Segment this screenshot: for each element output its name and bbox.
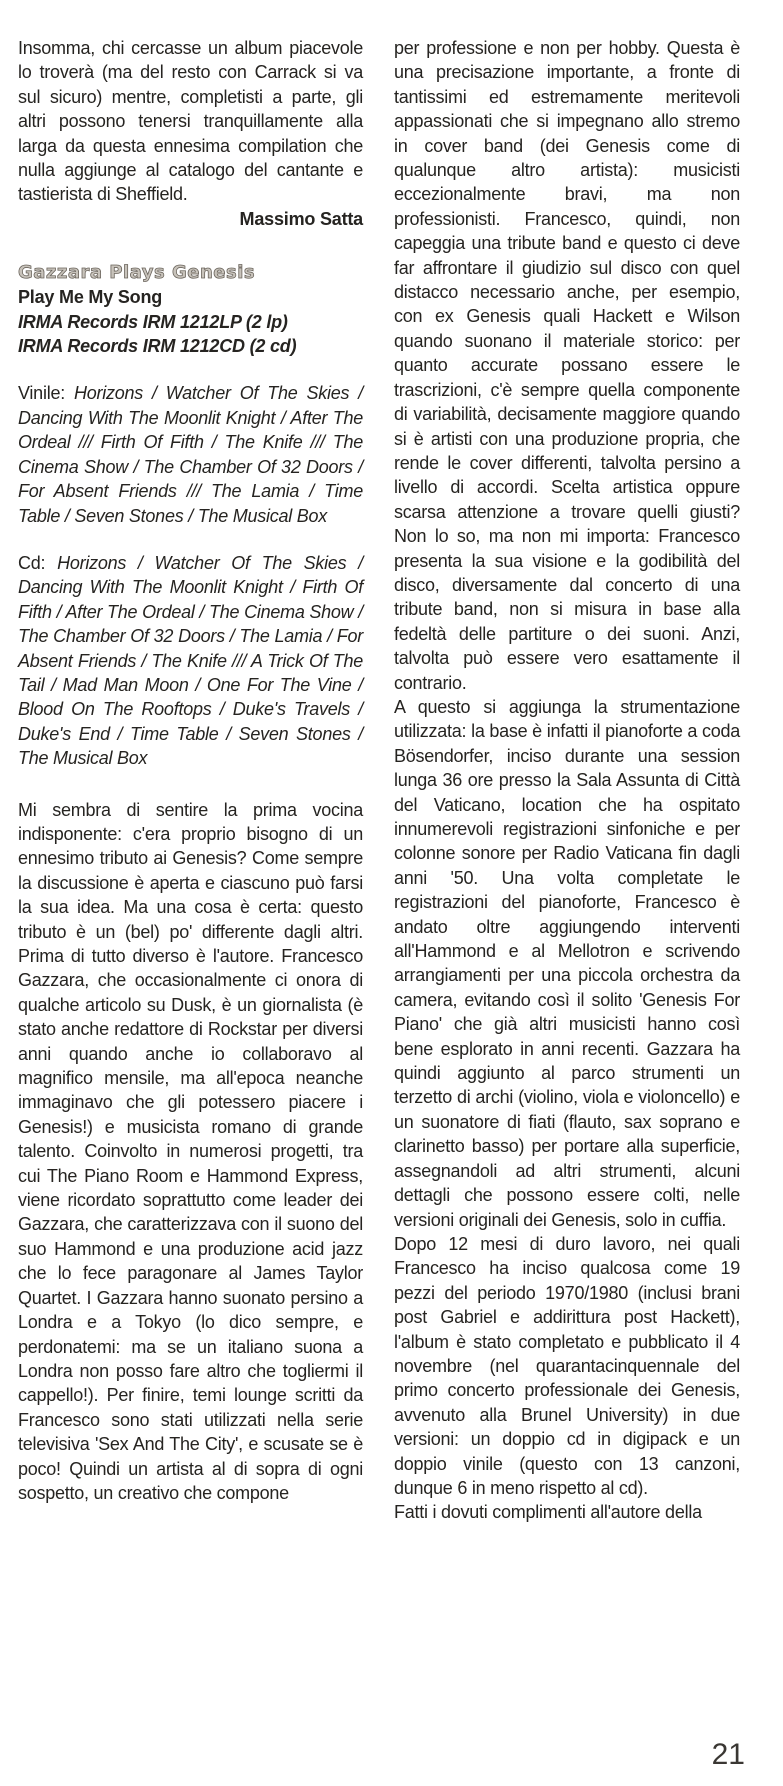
review-author-signature: Massimo Satta [239,208,363,229]
review-body-left: Mi sembra di sentire la prima vocina indisponente: c'era proprio bisogno di un ennesimo tributo ai Genesis? Come sempre la discussione è aperta e ciascuno può farsi la sua idea. Ma una cosa è certa: questo tributo è un (bel) po' differente dagli altri. Prima di tutto diverso è l'autore. Francesco Gazzara, che occasionalmente ci onora di qualche articolo su Dusk, è un giornalista (è stato anche redattore di Rockstar per diversi anni quando anche io collaboravo al magnifico mensile, ma all'epoca neanche immaginavo che gli potessero piacere i Genesis!) e musicista romano di grande talento. Coinvolto in numerosi progetti, tra cui The Piano Room e Hammond Express, viene ricordato soprattutto come leader dei Gazzara, che caratterizzava con il suono del suo Hammond e una produzione acid jazz che lo fece paragonare al James Taylor Quartet. I Gazzara hanno suonato persino a Londra e a Tokyo (lo dico sempre, e perdonatemi: ma se un italiano suona a Londra non posso fare altro che togliermi il cappello!). Per finire, temi lounge scritti da Francesco sono stati utilizzati nella serie televisiva 'Sex And The City', e scusate se è poco! Quindi un artista al di sopra di ogni sospetto, un creativo che compone [18,799,363,1503]
catalog-line-lp: IRMA Records IRM 1212LP (2 lp) [18,311,288,332]
catalog-line-cd: IRMA Records IRM 1212CD (2 cd) [18,336,297,357]
vinyl-tracklist-label: Vinile: [18,383,74,404]
review-paragraph: Dopo 12 mesi di duro lavoro, nei quali Francesco ha inciso qualcosa come 19 pezzi del periodo 1970/1980 (inclusi brani post Gabriel e addirittura post Hackett), l'album è stato completato e pubblicato il 4 novembre (nel quarantacinquennale del primo concerto professionale dei Genesis, avvenuto alla Brunel University) in due versioni: un doppio cd in digipack e un doppio vinile (questo con 13 canzoni, dunque 6 in meno rispetto al cd). [394,1233,740,1498]
review-paragraph: per professione e non per hobby. Questa è una precisazione importante, a fronte di tantissimi ed estremamente meritevoli appassionati che si impegnano allo stremo in cover band (dei Genesis come di qualunque altro artista): musicisti eccezionalmente bravi, ma non professionisti. Francesco, quindi, non capeggia una tribute band e questo ci deve far affrontare il giudizio sul disco con quel distacco necessario anche, per esempio, con ex Genesis quali Hackett e Wilson quando suonano il materiale storico: per quanto accurate possano essere le trascrizioni, c'è sempre quella componente di variabilità, decisamente maggiore quando si è artisti con una produzione propria, che rende le cover differenti, talvolta persino a livello di accordi. Scelta artistica oppure scarsa attenzione a trovare quelli giusti? Non lo so, ma non mi importa: Francesco presenta la sua visione e la godibilità del disco, diversamente dal concerto di una tribute band, non si misura in base alla fedeltà delle partiture o dei suoni. Anzi, talvolta può essere vero esattamente il contrario. [394,38,740,693]
review-paragraph: A questo si aggiunga la strumentazione utilizzata: la base è infatti il pianoforte a coda Bösendorfer, inciso durante una session lunga 36 ore presso la Sala Assunta di Città del Vaticano, location che ha ospitato innumerevoli registrazioni sinfoniche e per colonne sonore per Radio Vaticana fin dagli anni '50. Una volta completate le registrazioni del pianoforte, Francesco è andato oltre aggiungendo interventi all'Hammond e al Mellotron e scrivendo arrangiamenti per una piccola orchestra da camera, evitando così il solito 'Genesis For Piano' che già altri musicisti hanno così bene esplorato in anni recenti. Gazzara ha quindi aggiunto al parco strumenti un terzetto di archi (violino, viola e violoncello) e un suonatore di fiati (flauto, sax soprano e clarinetto basso) per portare alla superficie, assegnandoli ad altri strumenti, alcuni dettagli che possono essere colti, nelle versioni originali dei Genesis, solo in cuffia. [394,696,740,1230]
cd-tracklist [18,551,363,771]
album-title: Play Me My Song [18,287,163,308]
review-section-title: Gazzara Plays Genesis [18,262,256,284]
left-column [18,36,363,1505]
review-paragraph: Fatti i dovuti complimenti all'autore della [394,1502,702,1523]
right-column [394,36,740,1525]
previous-review-ending: Insomma, chi cercasse un album piacevole lo troverà (ma del resto con Carrack si va sul sicuro) mentre, completisti a parte, gli altri possono tenersi tranquillamente alla larga da questa ennesima compilation che nulla aggiunge al catalogo del cantante e tastierista di Sheffield. [18,38,363,205]
cd-tracklist-tracks: Horizons / Watcher Of The Skies / Dancing With The Moonlit Knight / Firth Of Fifth / After The Ordeal / The Cinema Show / The Chamber Of 32 Doors / The Lamia / For Absent Friends / The Knife /// A Trick Of The Tail / Mad Man Moon / One For The Vine / Blood On The Rooftops / Duke's Travels / Duke's End / Time Table / Seven Stones / The Musical Box [18,552,364,769]
page-number: 21 [711,1738,745,1771]
cd-tracklist-label: Cd: [18,552,58,573]
vinyl-tracklist [18,381,363,527]
vinyl-tracklist-tracks: Horizons / Watcher Of The Skies / Dancing With The Moonlit Knight / After The Ordeal /// Firth Of Fifth / The Knife /// The Cinema Show / The Chamber Of 32 Doors / For Absent Friends /// The Lamia / Time Table / Seven Stones / The Musical Box [18,383,364,526]
